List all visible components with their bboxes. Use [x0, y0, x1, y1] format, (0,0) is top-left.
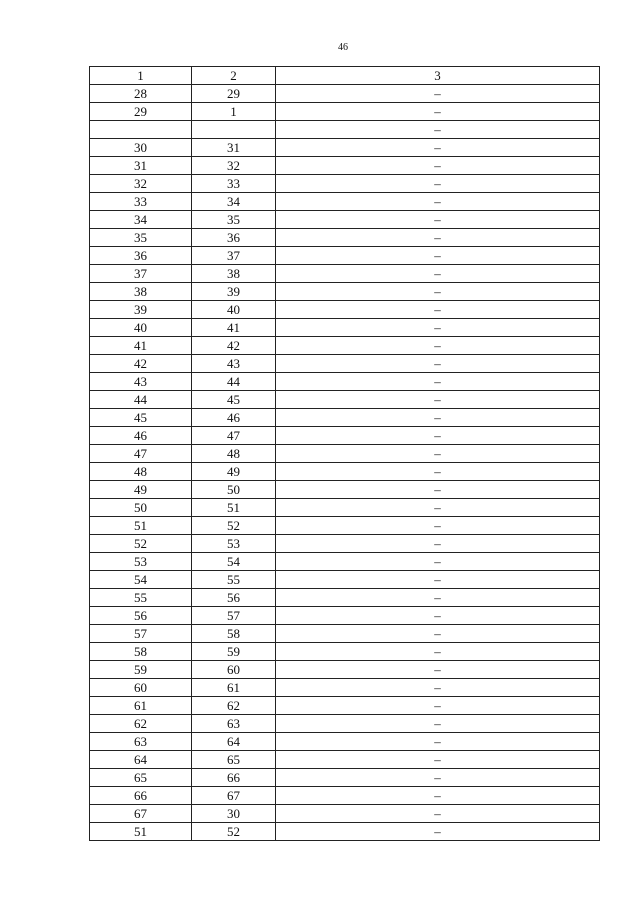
table-cell-col1: 39 [90, 301, 192, 319]
table-cell-col1: 58 [90, 643, 192, 661]
table-cell-col2: 40 [192, 301, 276, 319]
table-cell-col3: – [276, 139, 600, 157]
table-cell-col1: 51 [90, 823, 192, 841]
table-row [90, 103, 600, 121]
table-cell-col1: 59 [90, 661, 192, 679]
table-cell-col2: 63 [192, 715, 276, 733]
table-cell-col3: – [276, 823, 600, 841]
table-row [90, 463, 600, 481]
table-cell-col1: 54 [90, 571, 192, 589]
table-row [90, 211, 600, 229]
table-cell-col1: 42 [90, 355, 192, 373]
table-cell-col2: 50 [192, 481, 276, 499]
table-cell-col2: 53 [192, 535, 276, 553]
table-cell-col1: 35 [90, 229, 192, 247]
table-cell-col1: 31 [90, 157, 192, 175]
table-cell-col2: 61 [192, 679, 276, 697]
table-cell-col3: – [276, 247, 600, 265]
table-cell-col2: 41 [192, 319, 276, 337]
table-row [90, 175, 600, 193]
table-cell-col2: 1 [192, 103, 276, 121]
table-cell-col1: 55 [90, 589, 192, 607]
table-cell-col3: – [276, 733, 600, 751]
table-cell-col2: 45 [192, 391, 276, 409]
table-row [90, 823, 600, 841]
table-cell-col2: 32 [192, 157, 276, 175]
table-row [90, 391, 600, 409]
table-cell-col1: 33 [90, 193, 192, 211]
table-cell-col2: 36 [192, 229, 276, 247]
table-cell-col1: 48 [90, 463, 192, 481]
table-cell-col2: 47 [192, 427, 276, 445]
table-cell-col1: 37 [90, 265, 192, 283]
table-cell-col3: – [276, 697, 600, 715]
table-cell-col3: – [276, 661, 600, 679]
table-cell-col2: 35 [192, 211, 276, 229]
table-cell-col3: – [276, 229, 600, 247]
table-cell-col2: 43 [192, 355, 276, 373]
table-row [90, 733, 600, 751]
table-cell-col1: 47 [90, 445, 192, 463]
table-cell-col1: 62 [90, 715, 192, 733]
table-cell-col3: – [276, 805, 600, 823]
table-row [90, 517, 600, 535]
table-cell-col3: – [276, 481, 600, 499]
table-row [90, 355, 600, 373]
table-cell-col1: 45 [90, 409, 192, 427]
table-cell-col3: – [276, 535, 600, 553]
table-cell-col2: 66 [192, 769, 276, 787]
table-cell-col3: – [276, 445, 600, 463]
table-row [90, 697, 600, 715]
table-row [90, 157, 600, 175]
table-cell-col2: 48 [192, 445, 276, 463]
table-cell-col1: 56 [90, 607, 192, 625]
table-cell-col2: 56 [192, 589, 276, 607]
table-row [90, 301, 600, 319]
table-cell-col2: 30 [192, 805, 276, 823]
table-cell-col2: 29 [192, 85, 276, 103]
table-row [90, 409, 600, 427]
table-cell-col2: 49 [192, 463, 276, 481]
table-cell-col1: 60 [90, 679, 192, 697]
table-cell-col3: – [276, 283, 600, 301]
table-row [90, 805, 600, 823]
table-cell-col1: 43 [90, 373, 192, 391]
table-cell-col3: – [276, 391, 600, 409]
table-cell-col2: 34 [192, 193, 276, 211]
table-cell-col1: 63 [90, 733, 192, 751]
table-cell-col3: – [276, 121, 600, 139]
table-cell-col1: 61 [90, 697, 192, 715]
table-row [90, 625, 600, 643]
table-cell-col2: 46 [192, 409, 276, 427]
table-cell-col1: 64 [90, 751, 192, 769]
table-cell-col1: 66 [90, 787, 192, 805]
table-cell-col3: – [276, 373, 600, 391]
table-row [90, 265, 600, 283]
table-cell-col2: 42 [192, 337, 276, 355]
table-cell-col2: 38 [192, 265, 276, 283]
table-cell-col2: 65 [192, 751, 276, 769]
table-cell-col3: – [276, 625, 600, 643]
table-cell-col3: – [276, 643, 600, 661]
table-cell-col3: – [276, 607, 600, 625]
table-cell-col1: 50 [90, 499, 192, 517]
table-cell-col2: 33 [192, 175, 276, 193]
table-row [90, 319, 600, 337]
data-table [89, 66, 600, 841]
table-row [90, 193, 600, 211]
table-cell-col3: – [276, 85, 600, 103]
table-cell-col2: 52 [192, 517, 276, 535]
table-cell-col1: 52 [90, 535, 192, 553]
table-cell-col1: 29 [90, 103, 192, 121]
table-header-row [90, 67, 600, 85]
table-row [90, 553, 600, 571]
table-cell-col1: 67 [90, 805, 192, 823]
table-cell-col3: – [276, 355, 600, 373]
table-cell-col3: – [276, 499, 600, 517]
table-cell-col2: 57 [192, 607, 276, 625]
table-cell-col1: 40 [90, 319, 192, 337]
table-cell-col2: 52 [192, 823, 276, 841]
table-cell-col2: 59 [192, 643, 276, 661]
table-cell-col2: 62 [192, 697, 276, 715]
table-cell-col2: 44 [192, 373, 276, 391]
table-cell-col3: – [276, 157, 600, 175]
table-row [90, 769, 600, 787]
table-row [90, 283, 600, 301]
table-cell-col3: – [276, 589, 600, 607]
table-row [90, 679, 600, 697]
table-cell-col2: 54 [192, 553, 276, 571]
table-cell-col3: – [276, 679, 600, 697]
table-cell-col3: – [276, 175, 600, 193]
table-cell-col3: – [276, 319, 600, 337]
table-cell-col3: – [276, 337, 600, 355]
table-cell-col2: 37 [192, 247, 276, 265]
table-cell-col3: – [276, 463, 600, 481]
table-cell-col2: 55 [192, 571, 276, 589]
header-cell-col3: 3 [276, 67, 600, 85]
table-row [90, 715, 600, 733]
table-cell-col3: – [276, 751, 600, 769]
table-cell-col1: 46 [90, 427, 192, 445]
table-cell-col3: – [276, 409, 600, 427]
table-row [90, 481, 600, 499]
table-cell-col3: – [276, 211, 600, 229]
table-row [90, 535, 600, 553]
table-row [90, 229, 600, 247]
table-cell-col1: 38 [90, 283, 192, 301]
table-row [90, 607, 600, 625]
table-cell-col1: 41 [90, 337, 192, 355]
table-cell-col1: 65 [90, 769, 192, 787]
table-cell-col3: – [276, 103, 600, 121]
table-cell-col1: 57 [90, 625, 192, 643]
page-number: 46 [338, 42, 348, 53]
table-row [90, 499, 600, 517]
table-cell-col1: 44 [90, 391, 192, 409]
table-row [90, 121, 600, 139]
table-row [90, 373, 600, 391]
table-row [90, 571, 600, 589]
table-row [90, 139, 600, 157]
table-cell-col3: – [276, 553, 600, 571]
table-row [90, 427, 600, 445]
table-cell-col1: 28 [90, 85, 192, 103]
table-cell-col3: – [276, 517, 600, 535]
table-cell-col1: 32 [90, 175, 192, 193]
table-cell-col2: 39 [192, 283, 276, 301]
table-cell-col3: – [276, 301, 600, 319]
table-row [90, 643, 600, 661]
table-body [90, 67, 600, 841]
table-cell-col1: 51 [90, 517, 192, 535]
table-cell-col1: 36 [90, 247, 192, 265]
table-cell-col3: – [276, 571, 600, 589]
table-row [90, 787, 600, 805]
table-cell-col1 [90, 121, 192, 139]
table-row [90, 661, 600, 679]
table-row [90, 337, 600, 355]
table-row [90, 85, 600, 103]
table-cell-col3: – [276, 787, 600, 805]
table-cell-col3: – [276, 193, 600, 211]
table-cell-col2: 31 [192, 139, 276, 157]
table-cell-col1: 30 [90, 139, 192, 157]
table-cell-col3: – [276, 769, 600, 787]
table-cell-col2: 64 [192, 733, 276, 751]
table-cell-col1: 53 [90, 553, 192, 571]
table-cell-col3: – [276, 427, 600, 445]
table-cell-col3: – [276, 715, 600, 733]
table-cell-col2: 60 [192, 661, 276, 679]
table-cell-col2: 67 [192, 787, 276, 805]
header-cell-col1: 1 [90, 67, 192, 85]
table-cell-col1: 49 [90, 481, 192, 499]
table-cell-col3: – [276, 265, 600, 283]
header-cell-col2: 2 [192, 67, 276, 85]
table-cell-col1: 34 [90, 211, 192, 229]
table-row [90, 589, 600, 607]
table-cell-col2 [192, 121, 276, 139]
table-row [90, 751, 600, 769]
table-row [90, 247, 600, 265]
table-cell-col2: 51 [192, 499, 276, 517]
table-cell-col2: 58 [192, 625, 276, 643]
table-row [90, 445, 600, 463]
